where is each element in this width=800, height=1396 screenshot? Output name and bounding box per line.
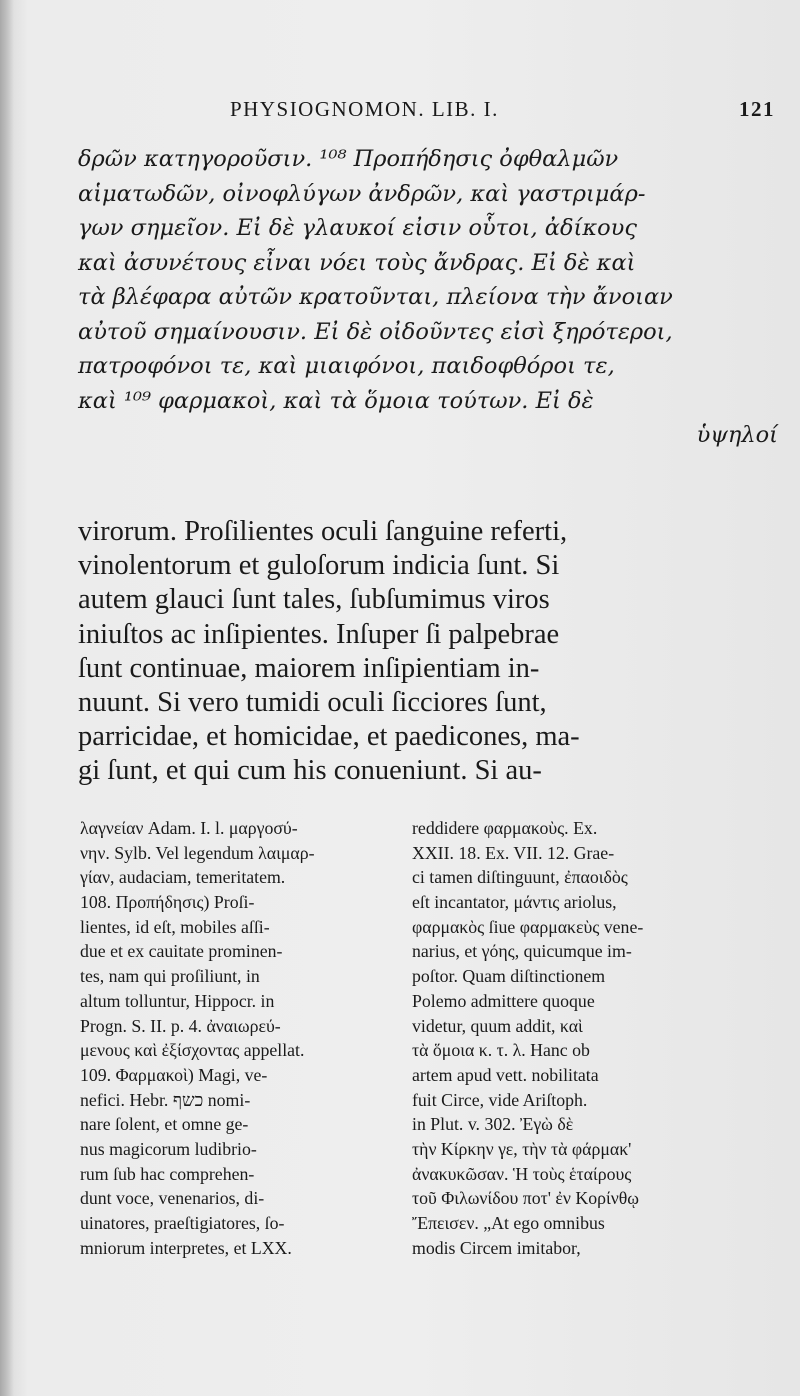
note-line: nefici. Hebr. כשף nomi- <box>80 1089 251 1110</box>
footnotes-right-column <box>412 816 786 1260</box>
binding-shadow <box>0 0 14 1396</box>
note-line: tes, nam qui proſiliunt, in <box>80 966 260 987</box>
note-line: μενους καὶ ἐξίσχοντας appellat. <box>80 1040 305 1061</box>
note-line: Polemo admittere quoque <box>412 990 595 1011</box>
page-number: 121 <box>739 97 775 121</box>
greek-line: πατροφόνοι τε, καὶ μιαιφόνοι, παιδοφθόροι τε, <box>78 353 615 379</box>
note-line: Ἔπεισεν. „At ego omnibus <box>412 1213 605 1233</box>
page-header <box>230 97 775 127</box>
note-line: nus magicorum ludibrio- <box>80 1138 257 1159</box>
note-line: uinatores, praeſtigiatores, ſo- <box>80 1213 285 1233</box>
note-line: nare ſolent, et omne ge- <box>80 1114 249 1135</box>
latin-line: virorum. Proſilientes oculi ſanguine referti, <box>78 516 568 547</box>
note-line: reddidere φαρμακοὺς. Ex. <box>412 818 598 838</box>
note-line: artem apud vett. nobilitata <box>412 1064 599 1085</box>
latin-translation-block <box>78 515 781 789</box>
greek-line: καὶ ἀσυνέτους εἶναι νόει τοὺς ἄνδρας. Εἰ δὲ καὶ <box>78 249 636 276</box>
note-line: λαγνείαν Adam. I. l. μαργοσύ- <box>80 818 298 838</box>
footnotes-left-column <box>80 816 390 1260</box>
note-line: videtur, quum addit, καὶ <box>412 1015 583 1036</box>
note-line: γίαν, audaciam, temeritatem. <box>80 867 286 888</box>
note-line: 109. Φαρμακοὶ) Magi, ve- <box>80 1064 268 1085</box>
footnotes <box>80 816 786 1356</box>
note-line: dunt voce, venenarios, di- <box>80 1188 265 1209</box>
note-line: ἀνακυκῶσαν. Ἡ τοὺς ἑταίρους <box>412 1163 632 1184</box>
latin-line: gi ſunt, et qui cum his conueniunt. Si au- <box>78 755 542 787</box>
latin-line: ſunt continuae, maiorem inſipientiam in- <box>78 652 540 684</box>
note-line: eſt incantator, μάντις ariolus, <box>412 892 617 913</box>
note-line: altum tolluntur, Hippocr. in <box>80 990 275 1011</box>
latin-line: iniuſtos ac inſipientes. Inſuper ſi palpebrae <box>78 618 560 650</box>
note-line: Progn. S. II. p. 4. ἀναιωρεύ- <box>80 1015 281 1036</box>
note-line: poſtor. Quam diſtinctionem <box>412 966 606 987</box>
note-line: in Plut. v. 302. Ἐγὼ δὲ <box>412 1114 574 1135</box>
note-line: lientes, id eſt, mobiles aſſi- <box>80 916 270 937</box>
note-line: narius, et γόης, quicumque im- <box>412 941 632 962</box>
greek-text-block <box>78 142 778 453</box>
note-line: modis Circem imitabor, <box>412 1237 581 1258</box>
greek-line: αὐτοῦ σημαίνουσιν. Εἰ δὲ οἰδοῦντες εἰσὶ ξηρότεροι, <box>78 318 673 345</box>
note-line: νην. Sylb. Vel legendum λαιμαρ- <box>80 842 315 863</box>
greek-line: αἱματωδῶν, οἰνοφλύγων ἀνδρῶν, καὶ γαστριμάρ- <box>78 180 646 207</box>
latin-line: nuunt. Si vero tumidi oculi ſicciores ſunt, <box>78 686 547 718</box>
note-line: mniorum interpretes, et LXX. <box>80 1237 292 1258</box>
greek-line: τὰ βλέφαρα αὐτῶν κρατοῦνται, πλείονα τὴν ἄνοιαν <box>78 284 673 310</box>
note-line: fuit Circe, vide Ariſtoph. <box>412 1089 588 1110</box>
note-line: XXII. 18. Ex. VII. 12. Grae- <box>412 842 615 863</box>
greek-line: καὶ ¹⁰⁹ φαρμακοὶ, καὶ τὰ ὅμοια τούτων. Εἰ δὲ <box>78 387 594 414</box>
latin-line: parricidae, et homicidae, et paedicones, ma- <box>78 721 580 753</box>
note-line: φαρμακὸς ſiue φαρμακεὺς vene- <box>412 916 644 937</box>
latin-line: autem glauci ſunt tales, ſubſumimus viros <box>78 584 550 616</box>
latin-line: vinolentorum et guloſorum indicia ſunt. Si <box>78 550 560 582</box>
note-line: due et ex cauitate prominen- <box>80 941 283 962</box>
note-line: 108. Προπήδησις) Proſi- <box>80 892 255 913</box>
greek-line: ὑψηλοί <box>696 422 778 448</box>
note-line: rum ſub hac comprehen- <box>80 1163 255 1184</box>
note-line: τοῦ Φιλωνίδου ποτ' ἐν Κορίνθῳ <box>412 1188 639 1209</box>
greek-line: γων σημεῖον. Εἰ δὲ γλαυκοί εἰσιν οὗτοι, ἀδίκους <box>78 215 637 241</box>
greek-line: δρῶν κατηγοροῦσιν. ¹⁰⁸ Προπήδησις ὀφθαλμῶν <box>78 146 619 172</box>
note-line: τὴν Κίρκην γε, τὴν τὰ φάρμακ' <box>412 1138 632 1159</box>
running-head: PHYSIOGNOMON. LIB. I. <box>230 97 499 121</box>
note-line: τὰ ὅμοια κ. τ. λ. Hanc ob <box>412 1040 590 1061</box>
note-line: ci tamen diſtinguunt, ἐπαοιδὸς <box>412 867 628 888</box>
